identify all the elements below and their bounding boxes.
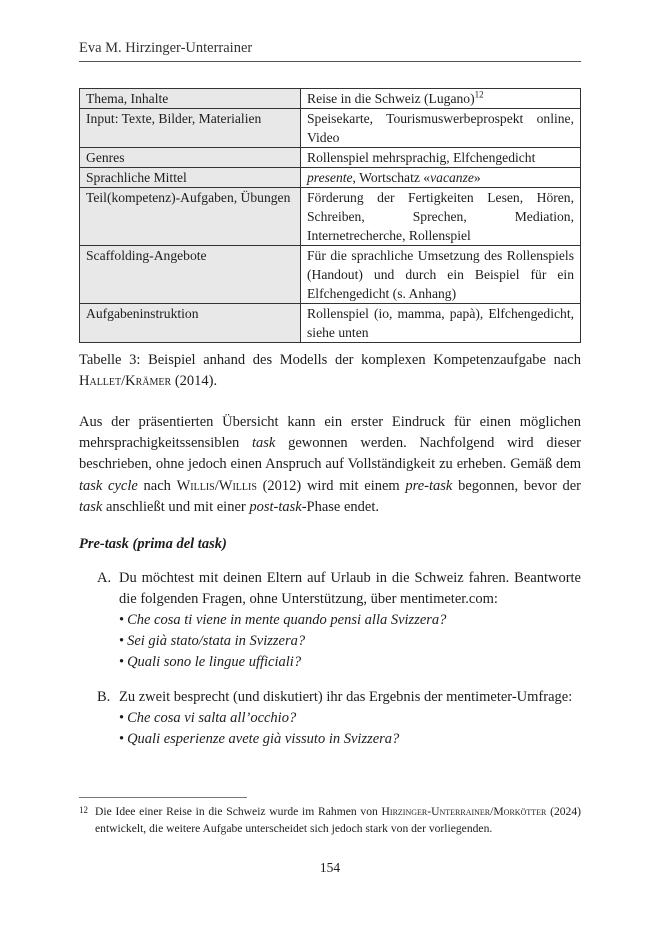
question-item: • Sei già stato/stata in Svizzera?	[119, 633, 306, 649]
footnote: 12 Die Idee einer Reise in die Schweiz wurde im Rahmen von Hirzinger-Unterrainer/Morkötter (2024) entwickelt, die weitere Aufgabe unterscheidet sich jedoch stark von der vorliegenden.	[79, 803, 581, 837]
table-key: Input: Texte, Bilder, Materialien	[80, 109, 301, 148]
page-number: 154	[319, 860, 341, 875]
task-letter: B.	[97, 689, 111, 705]
table-caption: Tabelle 3: Beispiel anhand des Modells der komplexen Kompetenzaufgabe nach Hallet/Krämer (2014).	[79, 352, 581, 389]
table-value: Förderung der Fertigkeiten Lesen, Hören, Schreiben, Sprechen, Mediation, Internetrecherche, Rollenspiel	[301, 188, 581, 246]
model-table	[79, 88, 581, 343]
table-value: Für die sprachliche Umsetzung des Rollenspiels (Handout) und durch ein Beispiel für ein Elfchengedicht (s. Anhang)	[301, 246, 581, 304]
task-item	[97, 687, 581, 750]
table-key: Sprachliche Mittel	[80, 168, 301, 188]
question-item: • Che cosa vi salta all’occhio?	[119, 710, 297, 726]
table-row	[80, 168, 581, 188]
table-key: Thema, Inhalte	[80, 89, 301, 109]
table-row	[80, 89, 581, 109]
table-key: Scaffolding-Angebote	[80, 246, 301, 304]
table-row	[80, 109, 581, 148]
task-text: Du möchtest mit deinen Eltern auf Urlaub in die Schweiz fahren. Beantworte die folgenden Fragen, ohne Unterstützung, über mentimeter.com:	[119, 570, 581, 607]
table-value: Rollenspiel (io, mamma, papà), Elfchengedicht, siehe unten	[301, 304, 581, 343]
question-item: • Quali sono le lingue ufficiali?	[119, 654, 302, 670]
table-key: Aufgabeninstruktion	[80, 304, 301, 343]
footnote-reference: 12	[474, 89, 484, 100]
table-key: Teil(kompetenz)-Aufgaben, Übungen	[80, 188, 301, 246]
table-value: Reise in die Schweiz (Lugano)$^{12}$	[301, 89, 581, 109]
question-list	[119, 708, 581, 750]
section-heading: Pre-task (prima del task)	[79, 536, 227, 552]
table-row	[80, 304, 581, 343]
body-paragraph: Aus der präsentierten Übersicht kann ein erster Eindruck für einen möglichen mehrsprachigkeitssensiblen task gewonnen werden. Nachfolgend wird dieser beschrieben, ohne jedoch einen Anspruch auf Vollständigkeit zu erheben. Gemäß dem task cycle nach Willis/Willis (2012) wird mit einem pre-task begonnen, bevor der task anschließt und mit einer post-task-Phase endet.	[79, 414, 581, 515]
footnote-mark: 12	[79, 805, 88, 815]
table-row	[80, 148, 581, 168]
table-value: Speisekarte, Tourismuswerbeprospekt online, Video	[301, 109, 581, 148]
table-row	[80, 246, 581, 304]
footnote-divider	[79, 797, 247, 798]
question-item: • Quali esperienze avete già vissuto in Svizzera?	[119, 731, 400, 747]
table-key: Genres	[80, 148, 301, 168]
task-letter: A.	[97, 570, 112, 586]
table-row	[80, 188, 581, 246]
running-head: Eva M. Hirzinger-Unterrainer	[79, 40, 581, 62]
table-value: Rollenspiel mehrsprachig, Elfchengedicht	[301, 148, 581, 168]
question-list	[119, 610, 581, 673]
question-item: • Che cosa ti viene in mente quando pensi alla Svizzera?	[119, 612, 447, 628]
table-value: presente, Wortschatz «vacanze»	[301, 168, 581, 188]
task-text: Zu zweit besprecht (und diskutiert) ihr das Ergebnis der mentimeter-Umfrage:	[119, 689, 573, 705]
task-item	[97, 568, 581, 673]
